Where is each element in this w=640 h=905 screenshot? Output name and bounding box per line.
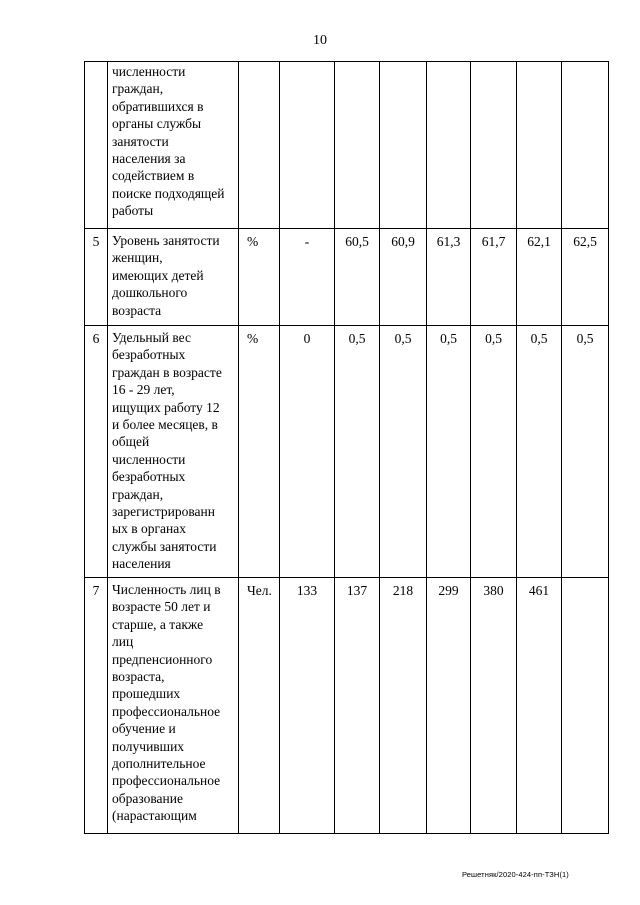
value-cell <box>471 62 517 229</box>
indicator-name: Численность лиц в возрасте 50 лет и старше, а также лиц предпенсионного возраста, прошедших профессиональное обучение и получивших дополнительное профессиональное образование (нарастающим <box>108 578 239 834</box>
value-cell: 380 <box>471 578 517 834</box>
indicator-name: Удельный вес безработных граждан в возрасте 16 - 29 лет, ищущих работу 12 и более месяцев, в общей численности безработных граждан, зарегистрированн ых в органах службы занятости населения <box>108 326 239 578</box>
value-cell <box>427 62 471 229</box>
unit-cell <box>239 62 280 229</box>
value-cell: 461 <box>517 578 562 834</box>
value-cell <box>562 578 609 834</box>
value-cell: 137 <box>335 578 380 834</box>
unit-cell: Чел. <box>239 578 280 834</box>
table-row <box>85 578 609 834</box>
indicators-table <box>84 61 609 834</box>
page-number: 10 <box>313 33 327 48</box>
table-row <box>85 326 609 578</box>
value-cell: 62,5 <box>562 229 609 326</box>
value-cell: 60,9 <box>380 229 427 326</box>
value-cell: 133 <box>280 578 335 834</box>
row-number: 5 <box>85 229 108 326</box>
table-row <box>85 229 609 326</box>
value-cell <box>517 62 562 229</box>
document-footer: Решетняк/2020-424-пп-ТЗН(1) <box>462 870 569 879</box>
value-cell: - <box>280 229 335 326</box>
indicator-name: численности граждан, обратившихся в органы службы занятости населения за содействием в поиске подходящей работы <box>108 62 239 229</box>
value-cell <box>280 62 335 229</box>
value-cell <box>380 62 427 229</box>
value-cell: 0,5 <box>562 326 609 578</box>
row-number <box>85 62 108 229</box>
value-cell <box>562 62 609 229</box>
value-cell: 218 <box>380 578 427 834</box>
value-cell: 0,5 <box>517 326 562 578</box>
row-number: 6 <box>85 326 108 578</box>
value-cell: 0,5 <box>335 326 380 578</box>
table-row <box>85 62 609 229</box>
indicator-name: Уровень занятости женщин, имеющих детей дошкольного возраста <box>108 229 239 326</box>
value-cell: 0 <box>280 326 335 578</box>
value-cell: 61,7 <box>471 229 517 326</box>
value-cell: 0,5 <box>427 326 471 578</box>
value-cell: 60,5 <box>335 229 380 326</box>
row-number: 7 <box>85 578 108 834</box>
value-cell: 62,1 <box>517 229 562 326</box>
unit-cell: % <box>239 326 280 578</box>
value-cell: 61,3 <box>427 229 471 326</box>
value-cell: 0,5 <box>471 326 517 578</box>
value-cell <box>335 62 380 229</box>
unit-cell: % <box>239 229 280 326</box>
value-cell: 299 <box>427 578 471 834</box>
value-cell: 0,5 <box>380 326 427 578</box>
